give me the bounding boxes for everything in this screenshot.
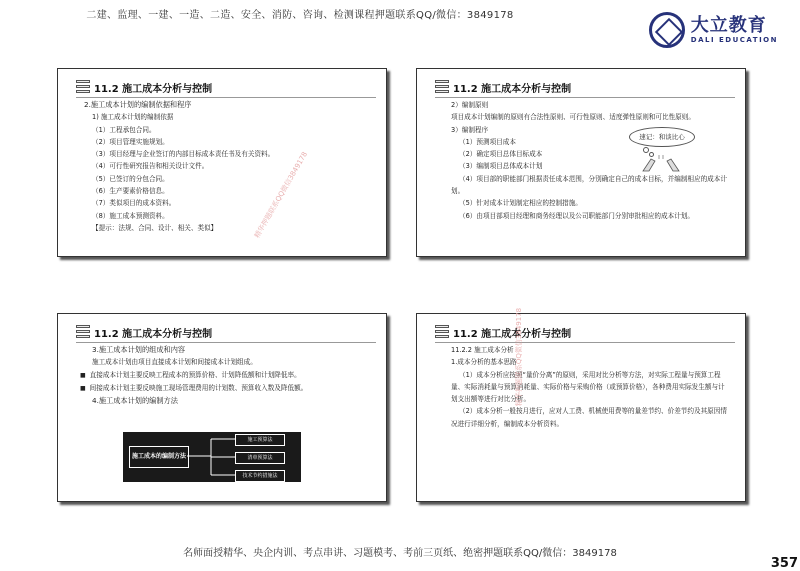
section-heading: 11.2.2 施工成本分析 [451,346,514,354]
slide-body [80,99,376,234]
hint-line: 【提示：法规、合同、设计、相关、类似】 [92,223,218,232]
list-item: （8）施工成本预测资料。 [92,211,169,220]
slide-body [439,344,727,430]
book-icon [435,79,449,95]
list-item: （5）已签订的分包合同。 [92,174,169,183]
diagram-branch: 清单预算法 [235,452,285,464]
book-icon [76,324,90,340]
list-item: （6）生产要素价格信息。 [92,187,169,196]
slide-3 [57,313,387,502]
list-item: （2）确定项目总体目标成本 [459,150,543,159]
top-course-banner: 二建、监理、一建、一造、二造、安全、消防、咨询、检测课程押题联系QQ/微信：3849178 [86,10,514,21]
paragraph: 施工成本计划由项目直接成本计划和间接成本计划组成。 [92,358,257,367]
list-item: （3）编制项目总体成本计划 [459,162,543,171]
subsection-heading: 1.成本分析的基本思路 [451,358,517,367]
list-item: （4）可行性研究报告和相关设计文件。 [92,162,209,171]
logo-cn-text: 大立教育 [690,15,767,36]
list-item: （2）项目管理实施规划。 [92,137,169,146]
book-icon [76,79,90,95]
paragraph: （2）成本分析一般按月进行，应对人工费、机械使用费等的量差节约、价差节约及其原因情况进行详细分析，编制成本分析资料。 [451,407,727,428]
diagram-main-node: 施工成本的编制方法 [129,446,189,468]
slide-title: 11.2 施工成本分析与控制 [94,83,213,95]
dali-logo [649,12,778,48]
slide-title: 11.2 施工成本分析与控制 [453,328,572,340]
clapping-hands-icon [639,153,683,173]
section-heading: 2.施工成本计划的编制依据和程序 [84,100,192,109]
title-divider [76,342,376,343]
subsection-heading: 3）编制程序 [451,125,489,134]
slide-1 [57,68,387,257]
slide-4 [416,313,746,502]
list-item: （3）项目经理与企业签订的内部目标成本责任书及有关资料。 [92,150,275,159]
slide-2 [416,68,746,257]
list-item: （7）类似项目的成本资料。 [92,199,176,208]
section-heading: 3.施工成本计划的组成和内容 [92,345,186,354]
page-number: 357 [770,556,798,571]
slide-body [80,344,370,407]
book-icon [435,324,449,340]
section-heading: 4.施工成本计划的编制方法 [92,396,178,406]
watermark: 精华押题联系QQ微信3849178 [253,150,310,240]
paragraph: 项目成本计划编制的原则有合法性原则、可行性原则、适度弹性原则和可比性原则。 [451,113,695,122]
list-item: （1）工程承包合同。 [92,125,156,134]
bottom-course-banner: 名师面授精华、央企内训、考点串讲、习题模考、考前三页纸、绝密押题联系QQ/微信：3849178 [183,548,617,559]
bullet-item: ■ 间接成本计划主要反映施工现场管理费用的计划数、预算收入数及降低额。 [80,382,370,395]
list-item: （4）项目部的职能部门根据责任成本范围，分别确定自己的成本目标，并编制相应的成本计划。 [451,174,727,196]
diagram-branch: 施工预算法 [235,434,285,446]
diagram-branch: 技术节约措施法 [235,470,285,482]
paragraph: （1）成本分析应按照“量价分离”的原则，采用对比分析等方法，对实际工程量与预算工程量、实际消耗量与预算消耗量、实际价格与采购价格（或预算价格），各种费用实际发生额与计划支出额等进行对比分析。 [451,370,725,404]
slide-title: 11.2 施工成本分析与控制 [453,83,572,95]
list-item: （6）由项目部项目经理和商务经理以及公司职能部门分别审批相应的成本计划。 [459,211,694,220]
watermark: 精华押题联系QQ微信3849178 [515,307,524,407]
subsection-heading: 2）编制原则 [451,101,489,109]
mnemonic-bubble [625,127,695,173]
bubble-text: 速记：和谈比心 [629,127,695,147]
bullet-item: ■ 直接成本计划主要反映工程成本的预算价格、计划降低额和计划降低率。 [80,369,370,382]
list-item: （5）针对成本计划制定相应的控制措施。 [459,199,582,208]
title-divider [76,97,376,98]
subsection-heading: 1) 施工成本计划的编制依据 [92,113,174,122]
title-divider [435,342,735,343]
list-item: （1）预测项目成本 [459,137,516,146]
logo-emblem-icon [649,12,685,48]
method-diagram [123,432,301,482]
title-divider [435,97,735,98]
slide-title: 11.2 施工成本分析与控制 [94,328,213,340]
logo-en-text: DALI EDUCATION [690,36,778,44]
